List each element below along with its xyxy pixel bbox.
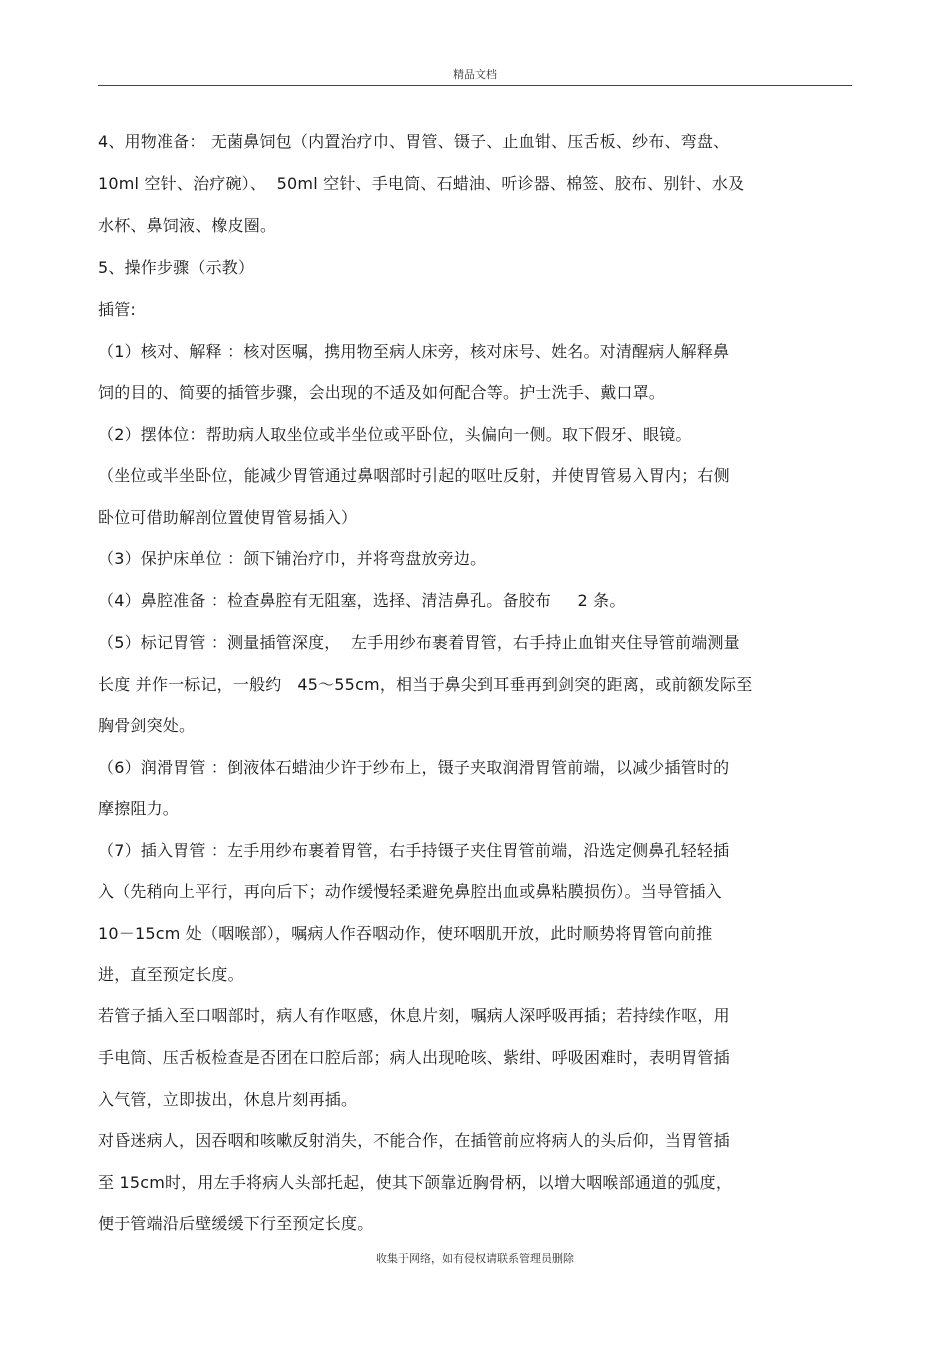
text-line: 10－15cm 处（咽喉部），嘱病人作吞咽动作，使环咽肌开放，此时顺势将胃管向前推: [98, 924, 713, 943]
text-line: （4）鼻腔准备 ：检查鼻腔有无阻塞，选择、清洁鼻孔。备胶布 2 条。: [98, 591, 626, 610]
text-line: 入（先稍向上平行，再向后下；动作缓慢轻柔避免鼻腔出血或鼻粘膜损伤）。当导管插入: [98, 882, 722, 901]
text-line: （6）润滑胃管 ：倒液体石蜡油少许于纱布上，镊子夹取润滑胃管前端，以减少插管时的: [98, 758, 730, 777]
text-line: （坐位或半坐卧位，能减少胃管通过鼻咽部时引起的呕吐反射，并使胃管易入胃内；右侧: [98, 466, 730, 485]
text-line: 摩擦阻力。: [98, 799, 180, 818]
text-line: 进，直至预定长度。: [98, 965, 244, 984]
page-header: 精品文档: [453, 68, 497, 81]
text-line: 至 15cm时，用左手将病人头部托起，使其下颌靠近胸骨柄，以增大咽喉部通道的弧度，: [98, 1173, 733, 1192]
text-line: 卧位可借助解剖位置使胃管易插入）: [98, 508, 358, 527]
text-line: 插管:: [98, 300, 136, 319]
text-line: （7）插入胃管 ：左手用纱布裹着胃管，右手持镊子夹住胃管前端，沿选定侧鼻孔轻轻插: [98, 841, 730, 860]
text-line: 长度 并作一标记，一般约 45～55cm，相当于鼻尖到耳垂再到剑突的距离，或前额发际至: [98, 675, 753, 694]
text-line: 4、用物准备： 无菌鼻饲包（内置治疗巾、胃管、镊子、止血钳、压舌板、纱布、弯盘、: [98, 132, 730, 151]
text-line: （5）标记胃管 ：测量插管深度， 左手用纱布裹着胃管，右手持止血钳夹住导管前端测量: [98, 633, 740, 652]
text-line: 水杯、鼻饲液、橡皮圈。: [98, 216, 277, 235]
page-footer: 收集于网络，如有侵权请联系管理员删除: [376, 1252, 574, 1265]
text-line: 5、操作步骤（示教）: [98, 258, 255, 277]
text-line: 对昏迷病人，因吞咽和咳嗽反射消失，不能合作，在插管前应将病人的头后仰，当胃管插: [98, 1131, 730, 1150]
header-rule: [98, 85, 852, 86]
text-line: （3）保护床单位 ：颌下铺治疗巾，并将弯盘放旁边。: [98, 549, 487, 568]
text-line: 便于管端沿后壁缓缓下行至预定长度。: [98, 1214, 374, 1233]
text-line: （1）核对、解释 ：核对医嘱，携用物至病人床旁，核对床号、姓名。对清醒病人解释鼻: [98, 342, 730, 361]
text-line: （2）摆体位：帮助病人取坐位或半坐位或平卧位，头偏向一侧。取下假牙、眼镜。: [98, 425, 692, 444]
text-line: 10ml 空针、治疗碗）、 50ml 空针、手电筒、石蜡油、听诊器、棉签、胶布、别针、水及: [98, 174, 745, 193]
text-line: 手电筒、压舌板检查是否团在口腔后部；病人出现呛咳、紫绀、呼吸困难时，表明胃管插: [98, 1048, 730, 1067]
text-line: 若管子插入至口咽部时，病人有作呕感，休息片刻，嘱病人深呼吸再插；若持续作呕，用: [98, 1006, 730, 1025]
text-line: 饲的目的、简要的插管步骤，会出现的不适及如何配合等。护士洗手、戴口罩。: [98, 383, 666, 402]
text-line: 胸骨剑突处。: [98, 716, 196, 735]
text-line: 入气管，立即拔出，休息片刻再插。: [98, 1090, 358, 1109]
